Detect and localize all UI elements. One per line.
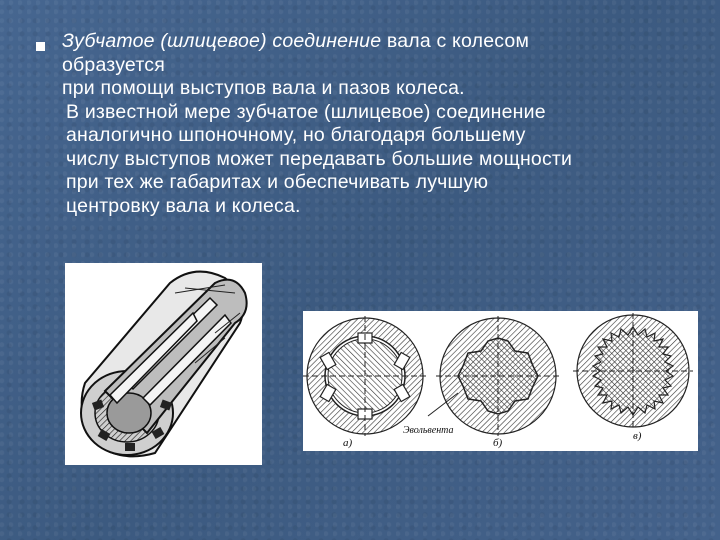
p2-line-5: центровку вала и колеса. — [66, 194, 301, 217]
p2-line-4: при тех же габаритах и обеспечивать лучшую — [66, 171, 489, 193]
section-a — [303, 316, 427, 436]
spline-cutaway-image — [65, 263, 262, 465]
section-c — [573, 313, 693, 429]
p2-line-2: аналогично шпоночному, но благодаря большему — [66, 124, 526, 146]
line1-rest: вала с колесом — [381, 30, 530, 52]
p2-line-1: В известной мере зубчатое (шлицевое) соединение — [66, 100, 546, 123]
p2-line-3: числу выступов может передавать большие мощности — [66, 147, 573, 170]
section-b — [428, 316, 560, 436]
line-3: при помощи выступов вала и пазов колеса. — [62, 77, 465, 99]
label-a: а) — [343, 437, 353, 449]
label-c: в) — [633, 430, 642, 442]
label-b: б) — [493, 437, 503, 449]
spline-sections-image — [303, 311, 698, 451]
paragraph-2 — [62, 101, 702, 219]
term-italic: Зубчатое (шлицевое) соединение — [62, 30, 382, 52]
paragraph-1 — [62, 30, 702, 101]
label-callout: Эвольвента — [403, 425, 454, 436]
slide-text — [62, 30, 702, 218]
line-2: образуется — [62, 53, 165, 76]
bullet-icon — [36, 42, 45, 51]
